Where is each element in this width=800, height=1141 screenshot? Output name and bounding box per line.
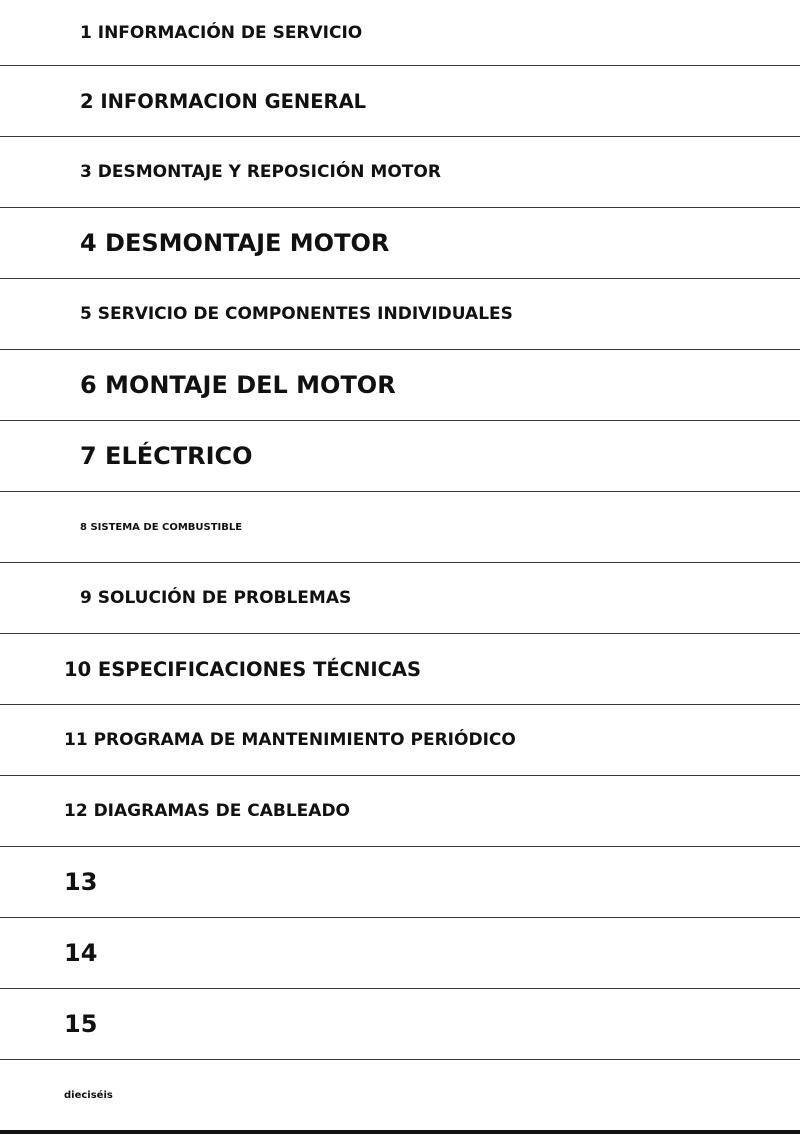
toc-section-14[interactable] [0,918,800,989]
toc-section-label: 9 SOLUCIÓN DE PROBLEMAS [80,588,352,608]
toc-section-label: 6 MONTAJE DEL MOTOR [80,371,396,399]
toc-section-label: 12 DIAGRAMAS DE CABLEADO [64,801,351,821]
toc-section-label: 11 PROGRAMA DE MANTENIMIENTO PERIÓDICO [64,730,516,750]
toc-section-label: 13 [64,868,98,896]
toc-section-label: 3 DESMONTAJE Y REPOSICIÓN MOTOR [80,162,441,182]
toc-section-label: 14 [64,939,98,967]
toc-section-16[interactable] [0,1060,800,1134]
toc-section-label: dieciséis [64,1089,113,1101]
toc-section-4[interactable] [0,208,800,279]
toc-section-2[interactable] [0,66,800,137]
toc-section-label: 4 DESMONTAJE MOTOR [80,229,390,257]
toc-section-label: 1 INFORMACIÓN DE SERVICIO [80,22,363,43]
toc-section-label: 5 SERVICIO DE COMPONENTES INDIVIDUALES [80,304,513,324]
toc-section-1[interactable] [0,0,800,66]
toc-section-5[interactable] [0,279,800,350]
toc-section-13[interactable] [0,847,800,918]
toc-section-7[interactable] [0,421,800,492]
toc-section-8[interactable] [0,492,800,563]
toc-section-10[interactable] [0,634,800,705]
toc-section-label: 15 [64,1010,98,1038]
toc-section-3[interactable] [0,137,800,208]
toc-section-12[interactable] [0,776,800,847]
toc-section-label: 8 SISTEMA DE COMBUSTIBLE [80,521,243,533]
toc-section-label: 7 ELÉCTRICO [80,442,253,470]
toc-section-label: 2 INFORMACION GENERAL [80,89,367,113]
toc-section-15[interactable] [0,989,800,1060]
toc-section-label: 10 ESPECIFICACIONES TÉCNICAS [64,657,422,681]
toc-section-11[interactable] [0,705,800,776]
toc-section-6[interactable] [0,350,800,421]
toc-section-9[interactable] [0,563,800,634]
